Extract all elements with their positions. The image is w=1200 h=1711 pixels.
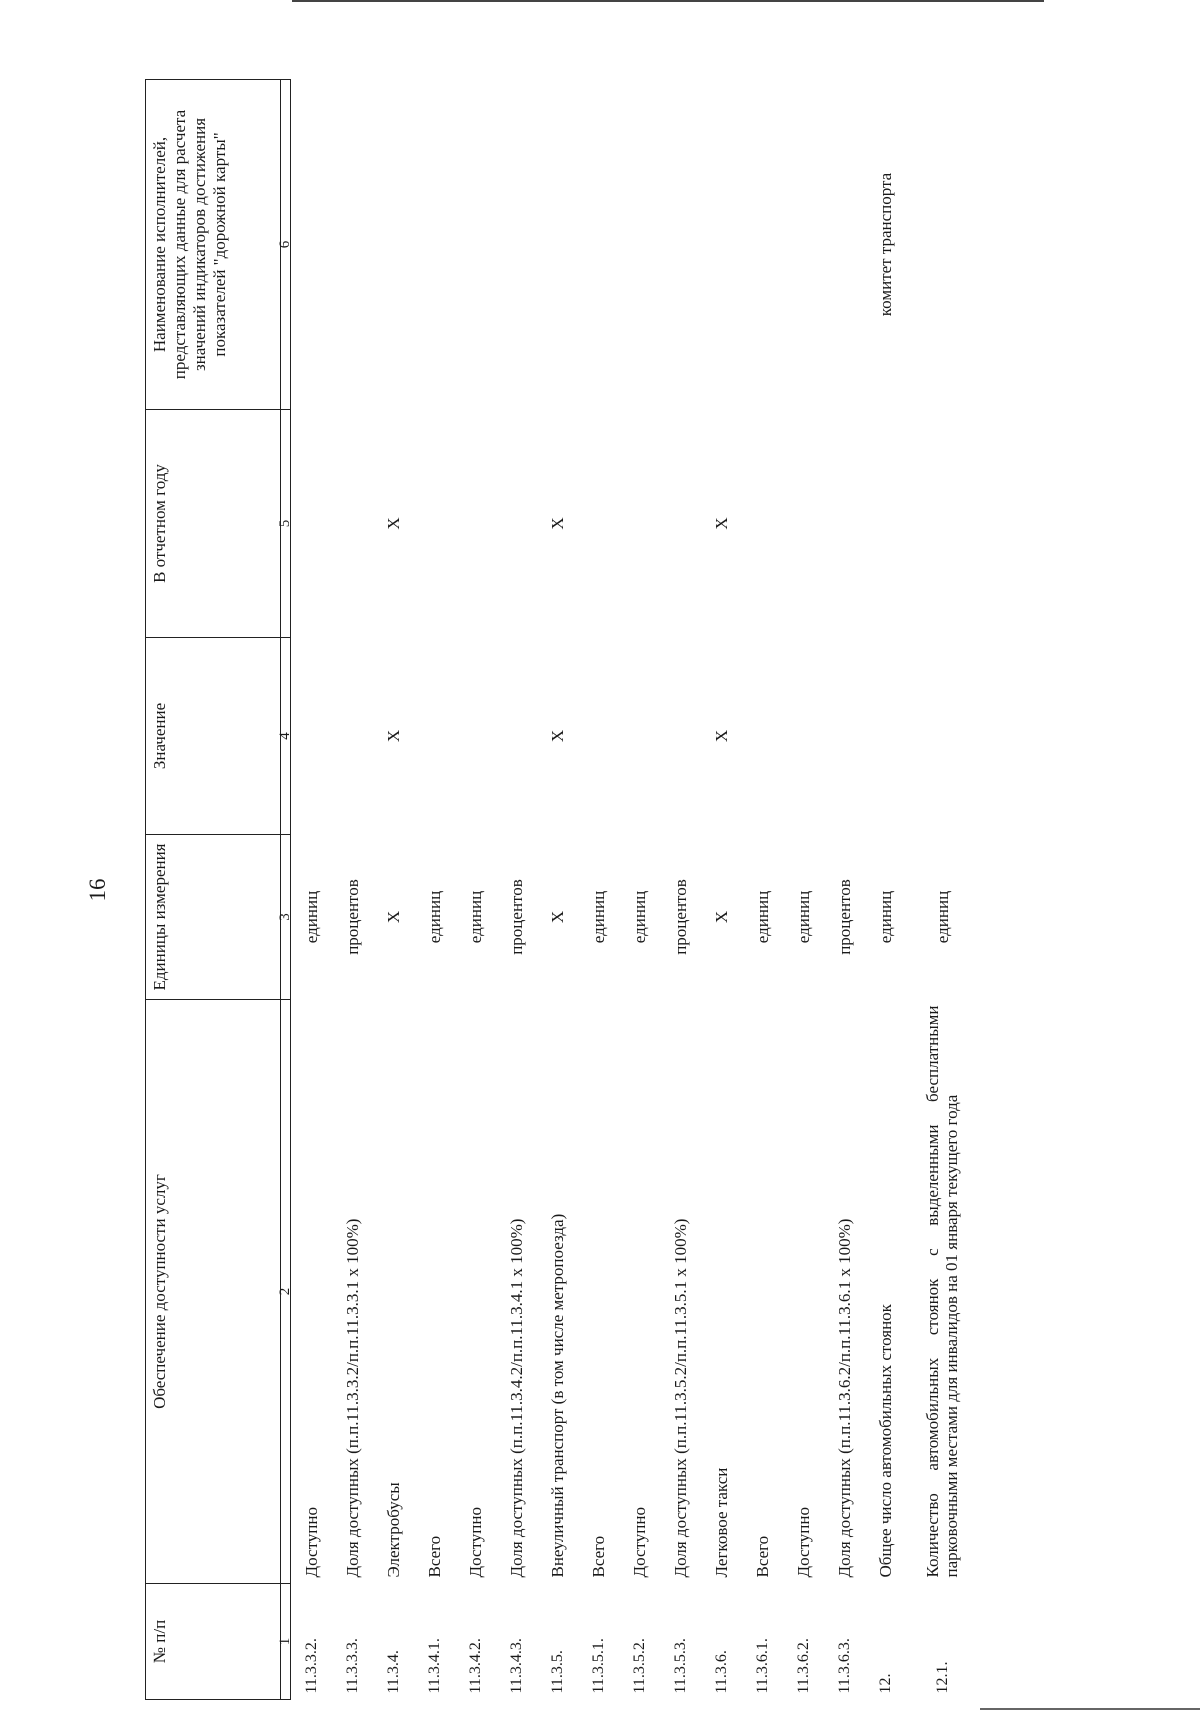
row-unit: единиц: [630, 890, 649, 944]
row-description: Доступно: [794, 1507, 813, 1578]
row-value: [865, 638, 906, 835]
row-unit: единиц: [425, 890, 444, 944]
row-number: 12.: [877, 1673, 894, 1694]
row-executor: [906, 80, 978, 410]
row-value: [660, 638, 701, 835]
table-row: [496, 80, 537, 1700]
row-number: 11.3.3.3.: [344, 1638, 361, 1694]
row-description: Доля доступных (п.п.11.3.4.2/п.п.11.3.4.1 х 100%): [507, 1218, 526, 1578]
table-row: [619, 80, 660, 1700]
table-row: [537, 80, 578, 1700]
roadmap-indicators-table: [145, 79, 978, 1700]
column-number: 6: [281, 80, 291, 410]
table-row: [373, 80, 414, 1700]
row-number: 12.1.: [933, 1661, 951, 1694]
header-row: [146, 80, 281, 1700]
header-year: В отчетном году: [146, 410, 281, 638]
row-value: [291, 638, 333, 835]
row-unit: Х: [712, 910, 731, 924]
table-row: [783, 80, 824, 1700]
row-year-value: [455, 410, 496, 638]
row-number: 11.3.4.3.: [508, 1638, 525, 1694]
table-row: [332, 80, 373, 1700]
row-executor: [660, 80, 701, 410]
column-number: 1: [281, 1584, 291, 1700]
table-row: [578, 80, 619, 1700]
row-description: Электробусы: [384, 1482, 403, 1578]
row-value: Х: [384, 729, 403, 743]
column-number: 3: [281, 835, 291, 1000]
column-number: 5: [281, 410, 291, 638]
table-row: [906, 80, 978, 1700]
rotated-page-content: [85, 80, 1185, 1700]
row-year-value: [496, 410, 537, 638]
header-value: Значение: [146, 638, 281, 835]
row-value: [578, 638, 619, 835]
row-description: Всего: [425, 1535, 444, 1578]
table-row: [865, 80, 906, 1700]
row-executor: [455, 80, 496, 410]
row-description: Легковое такси: [712, 1467, 731, 1578]
row-unit: процентов: [671, 879, 690, 955]
row-unit: единиц: [302, 890, 321, 944]
row-number: 11.3.4.: [385, 1650, 402, 1694]
row-year-value: [906, 410, 978, 638]
row-year-value: [619, 410, 660, 638]
header-desc: Обеспечение доступности услуг: [146, 1000, 281, 1584]
header-exec: Наименование исполнителей, представляющих данные для расчета значений индикаторов достижения показателей "дорожной карты": [146, 80, 281, 410]
row-executor: [496, 80, 537, 410]
row-value: [742, 638, 783, 835]
row-unit: единиц: [794, 890, 813, 944]
row-value: [619, 638, 660, 835]
row-year-value: Х: [384, 517, 403, 530]
row-executor: [537, 80, 578, 410]
row-number: 11.3.5.: [549, 1650, 566, 1694]
row-number: 11.3.5.2.: [631, 1638, 648, 1694]
column-number: 2: [281, 1000, 291, 1584]
scan-bottom-edge-line: [980, 1708, 1200, 1710]
header-unit: Единицы измерения: [146, 835, 281, 1000]
row-value: [455, 638, 496, 835]
row-number: 11.3.6.2.: [795, 1638, 812, 1694]
row-unit: единиц: [466, 890, 485, 944]
table-row: [291, 80, 333, 1700]
row-description: Доля доступных (п.п.11.3.6.2/п.п.11.3.6.1 х 100%): [835, 1218, 854, 1578]
row-year-value: [291, 410, 333, 638]
row-value: [906, 638, 978, 835]
row-number: 11.3.6.3.: [836, 1638, 853, 1694]
row-unit: процентов: [835, 879, 854, 955]
column-number: 4: [281, 638, 291, 835]
row-year-value: [578, 410, 619, 638]
page-number: 16: [85, 878, 110, 902]
row-year-value: [414, 410, 455, 638]
row-year-value: Х: [712, 517, 731, 530]
row-executor: [701, 80, 742, 410]
row-description: Доступно: [630, 1507, 649, 1578]
row-value: [783, 638, 824, 835]
table-row: [455, 80, 496, 1700]
row-executor: [578, 80, 619, 410]
row-executor: комитет транспорта: [876, 172, 895, 317]
row-description: Всего: [589, 1535, 608, 1578]
row-unit: единиц: [589, 890, 608, 944]
row-value: [496, 638, 537, 835]
row-unit: Х: [384, 910, 403, 924]
row-description: Общее число автомобильных стоянок: [876, 1304, 895, 1578]
table-row: [701, 80, 742, 1700]
row-year-value: [783, 410, 824, 638]
row-unit: единиц: [753, 890, 772, 944]
row-unit: Х: [548, 910, 567, 924]
row-number: 11.3.5.1.: [590, 1638, 607, 1694]
row-number: 11.3.6.1.: [754, 1638, 771, 1694]
row-unit: процентов: [507, 879, 526, 955]
row-number: 11.3.4.2.: [467, 1638, 484, 1694]
table-row: [742, 80, 783, 1700]
row-value: Х: [548, 729, 567, 743]
row-unit: единиц: [876, 890, 895, 944]
row-year-value: [660, 410, 701, 638]
row-year-value: [824, 410, 865, 638]
row-description: Доля доступных (п.п.11.3.3.2/п.п.11.3.3.1 х 100%): [343, 1218, 362, 1578]
row-year-value: [332, 410, 373, 638]
row-value: [414, 638, 455, 835]
row-description: Количество автомобильных стоянок с выделенными бесплатными парковочными местами для инвалидов на 01 января текущего года: [923, 1005, 961, 1578]
row-unit: единиц: [932, 890, 952, 944]
column-number-row: [281, 80, 291, 1700]
table-row: [660, 80, 701, 1700]
row-number: 11.3.5.3.: [672, 1638, 689, 1694]
row-executor: [619, 80, 660, 410]
row-description: Всего: [753, 1535, 772, 1578]
row-executor: [742, 80, 783, 410]
row-executor: [783, 80, 824, 410]
row-number: 11.3.4.1.: [426, 1638, 443, 1694]
row-unit: процентов: [343, 879, 362, 955]
row-number: 11.3.3.2.: [303, 1638, 320, 1694]
row-value: [824, 638, 865, 835]
row-executor: [291, 80, 333, 410]
row-number: 11.3.6.: [713, 1650, 730, 1694]
row-executor: [824, 80, 865, 410]
row-year-value: [865, 410, 906, 638]
row-description: Доступно: [466, 1507, 485, 1578]
table-row: [824, 80, 865, 1700]
row-value: Х: [712, 729, 731, 743]
row-year-value: Х: [548, 517, 567, 530]
row-description: Доступно: [302, 1507, 321, 1578]
scan-top-edge-line: [292, 0, 1044, 2]
header-num: № п/п: [146, 1584, 281, 1700]
row-executor: [373, 80, 414, 410]
row-description: Внеуличный транспорт (в том числе метропоезда): [548, 1213, 567, 1578]
row-value: [332, 638, 373, 835]
row-description: Доля доступных (п.п.11.3.5.2/п.п.11.3.5.1 х 100%): [671, 1218, 690, 1578]
row-executor: [332, 80, 373, 410]
row-year-value: [742, 410, 783, 638]
row-executor: [414, 80, 455, 410]
table-row: [414, 80, 455, 1700]
